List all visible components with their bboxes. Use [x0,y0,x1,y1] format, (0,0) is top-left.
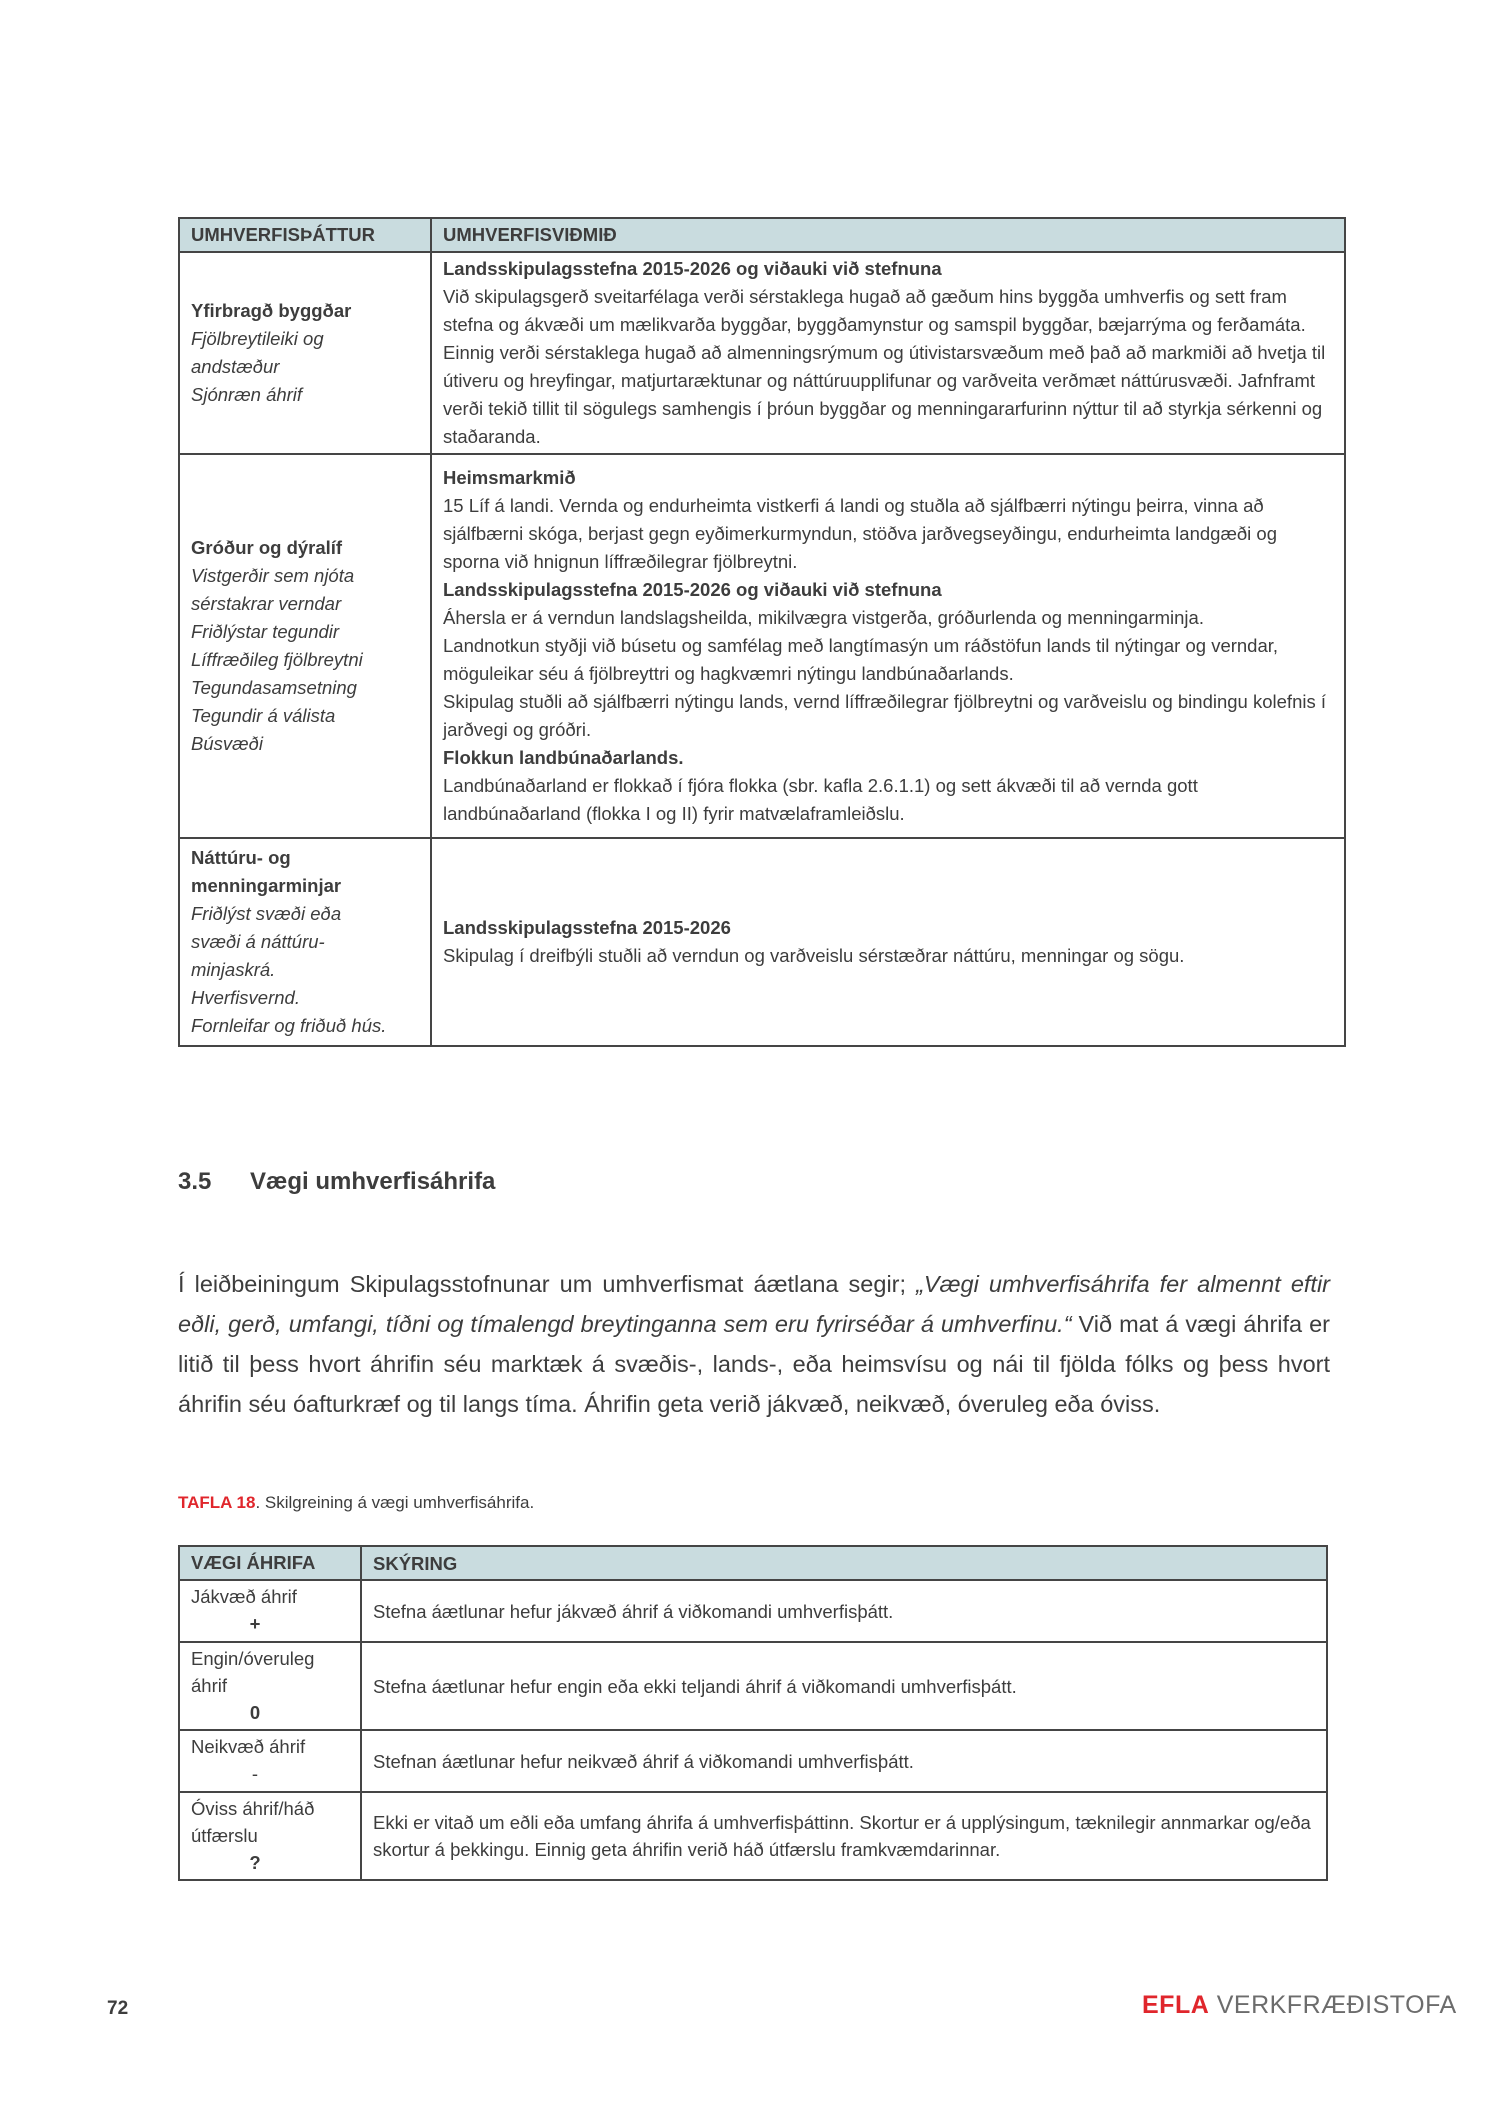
criteria-text: Skipulag stuðli að sjálfbærri nýtingu lands, vernd líffræðilegrar fjölbreytni og varðveislu og bindingu kolefnis í jarðvegi og gróðri. [443,691,1326,740]
criteria-text: Landnotkun styðji við búsetu og samfélag með langtímasýn um ráðstöfun lands til nýtingar og verndar, möguleikar séu á fjölbreyttri og hagkvæmri nýtingu landbúnaðarlands. [443,635,1279,684]
environmental-criteria-table [178,217,1346,1047]
significance-label: útfærslu [191,1825,258,1846]
significance-symbol: ? [249,1852,261,1873]
criteria-heading: Landsskipulagsstefna 2015-2026 [443,917,731,938]
criteria-heading: Landsskipulagsstefna 2015-2026 og viðauki við stefnuna [443,579,942,600]
column-header-significance: VÆGI ÁHRIFA [179,1546,361,1580]
criteria-heading: Heimsmarkmið [443,467,576,488]
paragraph-quote: „Vægi umhverfisáhrifa fer almennt eftir eðli, gerð, umfangi, tíðni og tímalengd breytinganna sem eru fyrirséðar á umhverfinu.“ [178,1270,1330,1337]
table-row [179,838,1345,1046]
table-row [179,1792,1327,1880]
factor-title: Gróður og dýralíf [191,537,343,558]
significance-cell [179,1792,361,1880]
factor-item: svæði á náttúru- [191,931,325,952]
factor-item: Fjölbreytileiki og [191,328,324,349]
significance-cell [179,1642,361,1730]
factor-item: Tegundasamsetning [191,677,357,698]
significance-label: Jákvæð áhrif [191,1586,297,1607]
factor-item: Tegundir á válista [191,705,336,726]
caption-text: . Skilgreining á vægi umhverfisáhrifa. [255,1493,535,1512]
table-header-row [179,218,1345,252]
brand-logo-text: VERKFRÆÐISTOFA [1209,1991,1457,2019]
table-row [179,454,1345,838]
significance-label: áhrif [191,1675,227,1696]
explanation-cell: Stefna áætlunar hefur engin eða ekki teljandi áhrif á viðkomandi umhverfisþátt. [361,1642,1327,1730]
explanation-cell: Ekki er vitað um eðli eða umfang áhrifa á umhverfisþáttinn. Skortur er á upplýsingum, tæknilegir annmarkar og/eða skortur á þekkingu. Einnig geta áhrifin verið háð útfærslu framkvæmdarinnar. [361,1792,1327,1880]
criteria-heading: Landsskipulagsstefna 2015-2026 og viðauki við stefnuna [443,258,942,279]
criteria-text: Áhersla er á verndun landslagsheilda, mikilvægra vistgerða, gróðurlenda og menningarminja. [443,607,1204,628]
factor-item: sérstakrar verndar [191,593,342,614]
body-paragraph [178,1264,1330,1424]
paragraph-rest: Við mat á vægi áhrifa er litið til þess hvort áhrifin séu marktæk á svæðis-, lands-, eða heimsvísu og nái til fjölda fólks og þess hvort áhrifin séu óafturkræf og til langs tíma. Áhrifin geta verið jákvæð, neikvæð, óveruleg eða óviss. [178,1310,1330,1417]
brand-logo-efla: EFLA [1142,1991,1210,2019]
significance-symbol: + [249,1613,261,1634]
significance-cell [179,1730,361,1792]
column-header-explanation: SKÝRING [361,1546,1327,1580]
table-row [179,252,1345,454]
table-caption [178,1493,534,1513]
factor-item: Búsvæði [191,733,263,754]
criteria-cell [431,454,1345,838]
criteria-heading: Flokkun landbúnaðarlands. [443,747,684,768]
factor-title: Náttúru- og menningarminjar [191,847,342,896]
criteria-text: Skipulag í dreifbýli stuðli að verndun og varðveislu sérstæðrar náttúru, menningar og sögu. [443,945,1185,966]
criteria-cell [431,252,1345,454]
factor-cell [179,454,431,838]
factor-item: Sjónræn áhrif [191,384,303,405]
table-row [179,1642,1327,1730]
factor-item: Fornleifar og friðuð hús. [191,1015,387,1036]
paragraph-intro: Í leiðbeiningum Skipulagsstofnunar um umhverfismat áætlana segir; [178,1270,917,1297]
significance-symbol: - [251,1763,259,1784]
criteria-cell [431,838,1345,1046]
impact-significance-table [178,1545,1328,1881]
section-number: 3.5 [178,1168,212,1195]
factor-item: andstæður [191,356,280,377]
table-row [179,1730,1327,1792]
factor-item: Friðlýst svæði eða [191,903,342,924]
factor-item: minjaskrá. [191,959,276,980]
factor-item: Líffræðileg fjölbreytni [191,649,363,670]
criteria-text: Við skipulagsgerð sveitarfélaga verði sérstaklega hugað að gæðum hins byggða umhverfis og sett fram stefna og ákvæði um mælikvarða byggðar, byggðamynstur og samspil byggðar, bæjarrýma og ferðamáta. Einnig verði sérstaklega hugað að almenningsrýmum og útivistarsvæðum með það að markmiði að hvetja til útiveru og hreyfingar, matjurtaræktunar og náttúruupplifunar og varðveita verðmæt náttúrusvæði. Jafnframt verði tekið tillit til sögulegs samhengis í þróun byggðar og menningararfurinn nýttur til að styrkja sérkenni og staðaranda. [443,286,1326,447]
factor-item: Friðlýstar tegundir [191,621,340,642]
table-row [179,1580,1327,1642]
explanation-cell: Stefna áætlunar hefur jákvæð áhrif á viðkomandi umhverfisþátt. [361,1580,1327,1642]
section-heading [178,1168,495,1196]
criteria-text: Landbúnaðarland er flokkað í fjóra flokka (sbr. kafla 2.6.1.1) og sett ákvæði til að vernda gott landbúnaðarland (flokka I og II) fyrir matvælaframleiðslu. [443,775,1198,824]
page-number: 72 [107,1998,129,2019]
factor-title: Yfirbragð byggðar [191,300,352,321]
explanation-cell: Stefnan áætlunar hefur neikvæð áhrif á viðkomandi umhverfisþátt. [361,1730,1327,1792]
significance-symbol: 0 [249,1702,261,1723]
factor-cell [179,252,431,454]
column-header-factor: UMHVERFISÞÁTTUR [179,218,431,252]
significance-label: Engin/óveruleg [191,1648,315,1669]
column-header-criteria: UMHVERFISVIÐMIÐ [431,218,1345,252]
caption-label: TAFLA 18 [178,1493,256,1512]
factor-item: Vistgerðir sem njóta [191,565,355,586]
table-header-row [179,1546,1327,1580]
factor-cell [179,838,431,1046]
criteria-text: 15 Líf á landi. Vernda og endurheimta vistkerfi á landi og stuðla að sjálfbærri nýtingu þeirra, vinna að sjálfbærni skóga, berjast gegn eyðimerkurmyndun, stöðva jarðvegseyðingu, endurheimta landgæði og sporna við hnignun líffræðilegrar fjölbreytni. [443,495,1278,572]
section-title: Vægi umhverfisáhrifa [250,1168,496,1195]
significance-label: Óviss áhrif/háð [191,1798,315,1819]
significance-label: Neikvæð áhrif [191,1736,306,1757]
significance-cell [179,1580,361,1642]
factor-item: Hverfisvernd. [191,987,300,1008]
brand-logo [1142,1991,1457,2020]
